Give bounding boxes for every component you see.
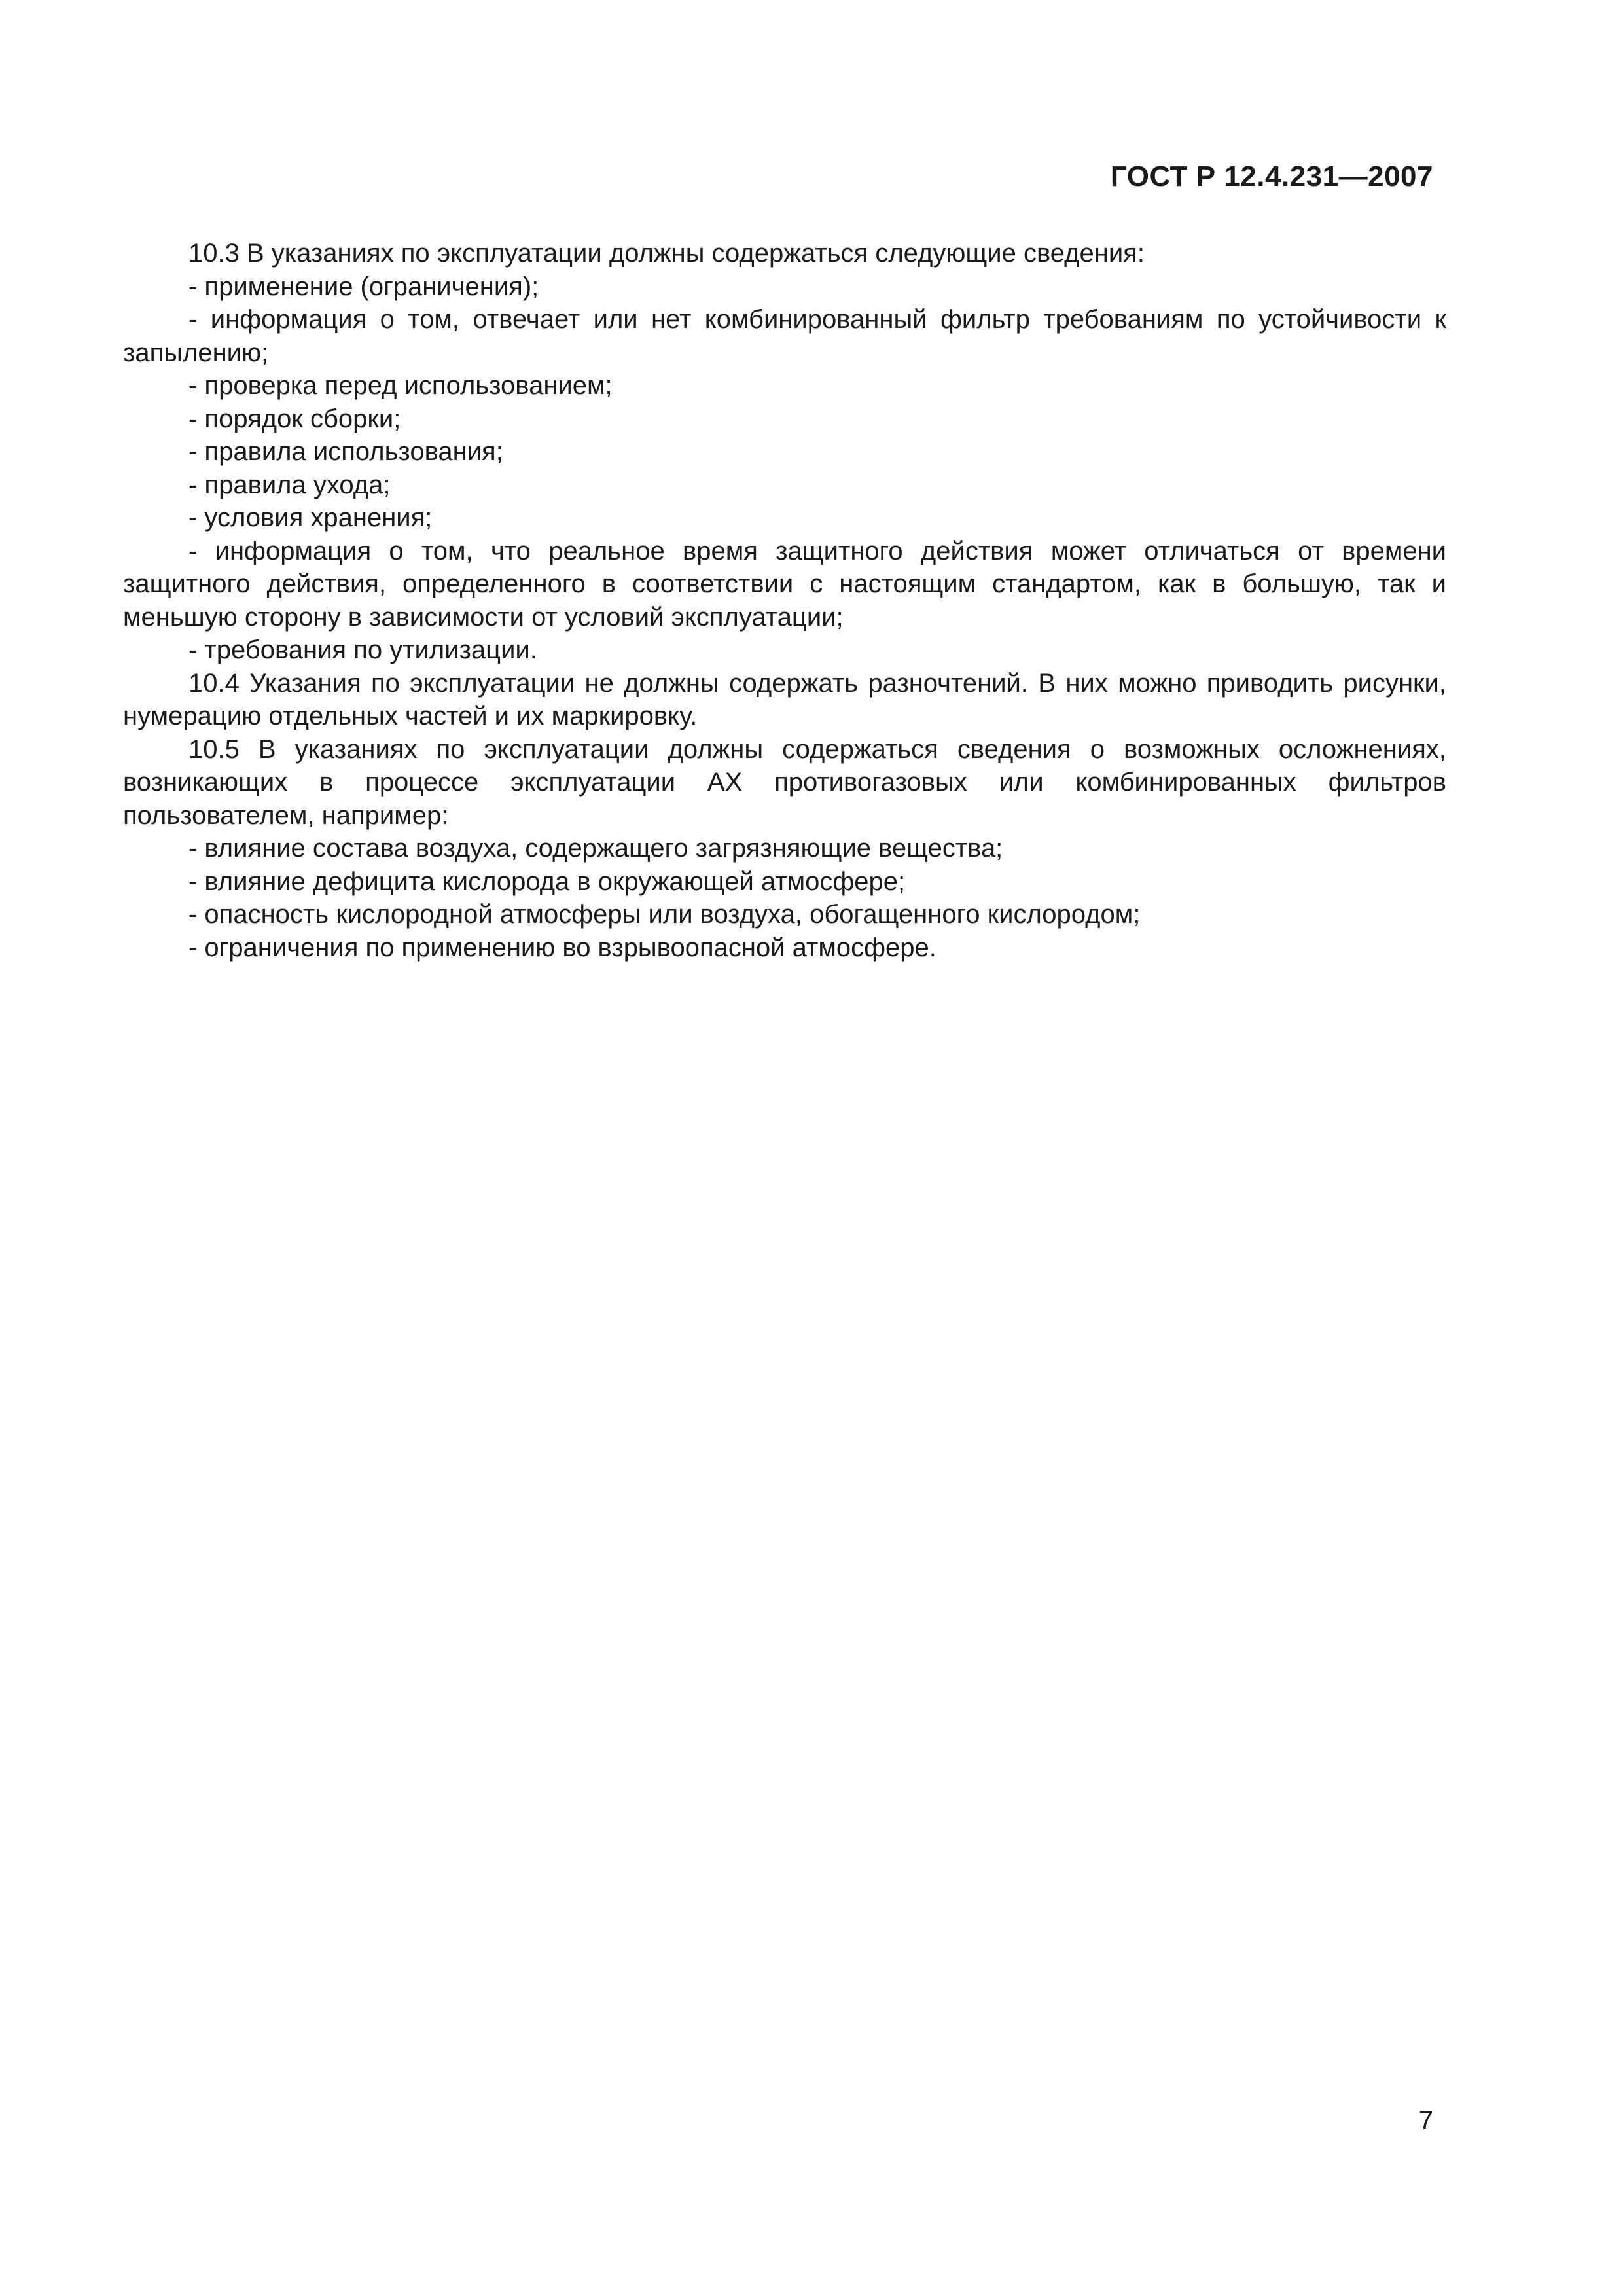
clause-10-4: 10.4 Указания по эксплуатации не должны содержать разночтений. В них можно приводить рисунки, нумерацию отдельных частей и их маркировку. <box>123 668 1446 730</box>
clause-10-3-item: - порядок сборки; <box>188 404 401 433</box>
clause-10-3-item: - информация о том, что реальное время защитного действия может отличаться от времени защитного действия, определенного в соответствии с настоящим стандартом, как в большую, так и меньшую сторону в зависимости от условий эксплуатации; <box>123 536 1446 632</box>
clause-10-5-item: - влияние состава воздуха, содержащего загрязняющие вещества; <box>188 834 1003 863</box>
clause-10-5-intro: 10.5 В указаниях по эксплуатации должны содержаться сведения о возможных осложнениях, возникающих в процессе эксплуатации АХ противогазовых или комбинированных фильтров пользователем, например: <box>123 734 1446 830</box>
clause-10-3-item: - применение (ограничения); <box>188 272 539 301</box>
clause-10-3-item: - информация о том, отвечает или нет комбинированный фильтр требованиям по устойчивости к запылению; <box>123 305 1446 367</box>
page-number: 7 <box>1418 2106 1433 2135</box>
clause-10-3-item: - условия хранения; <box>188 503 433 532</box>
document-body <box>123 237 1446 964</box>
clause-10-3-item: - правила ухода; <box>188 470 391 499</box>
clause-10-5-item: - ограничения по применению во взрывоопасной атмосфере. <box>188 933 936 962</box>
clause-10-5-item: - влияние дефицита кислорода в окружающей атмосфере; <box>188 867 906 896</box>
clause-10-3-intro: 10.3 В указаниях по эксплуатации должны содержаться следующие сведения: <box>188 239 1145 268</box>
clause-10-3-item: - требования по утилизации. <box>188 636 537 664</box>
clause-10-5-item: - опасность кислородной атмосферы или воздуха, обогащенного кислородом; <box>188 900 1141 929</box>
clause-10-3-item: - проверка перед использованием; <box>188 371 613 400</box>
clause-10-3-item: - правила использования; <box>188 437 503 466</box>
standard-code-header: ГОСТ Р 12.4.231—2007 <box>1110 160 1433 192</box>
